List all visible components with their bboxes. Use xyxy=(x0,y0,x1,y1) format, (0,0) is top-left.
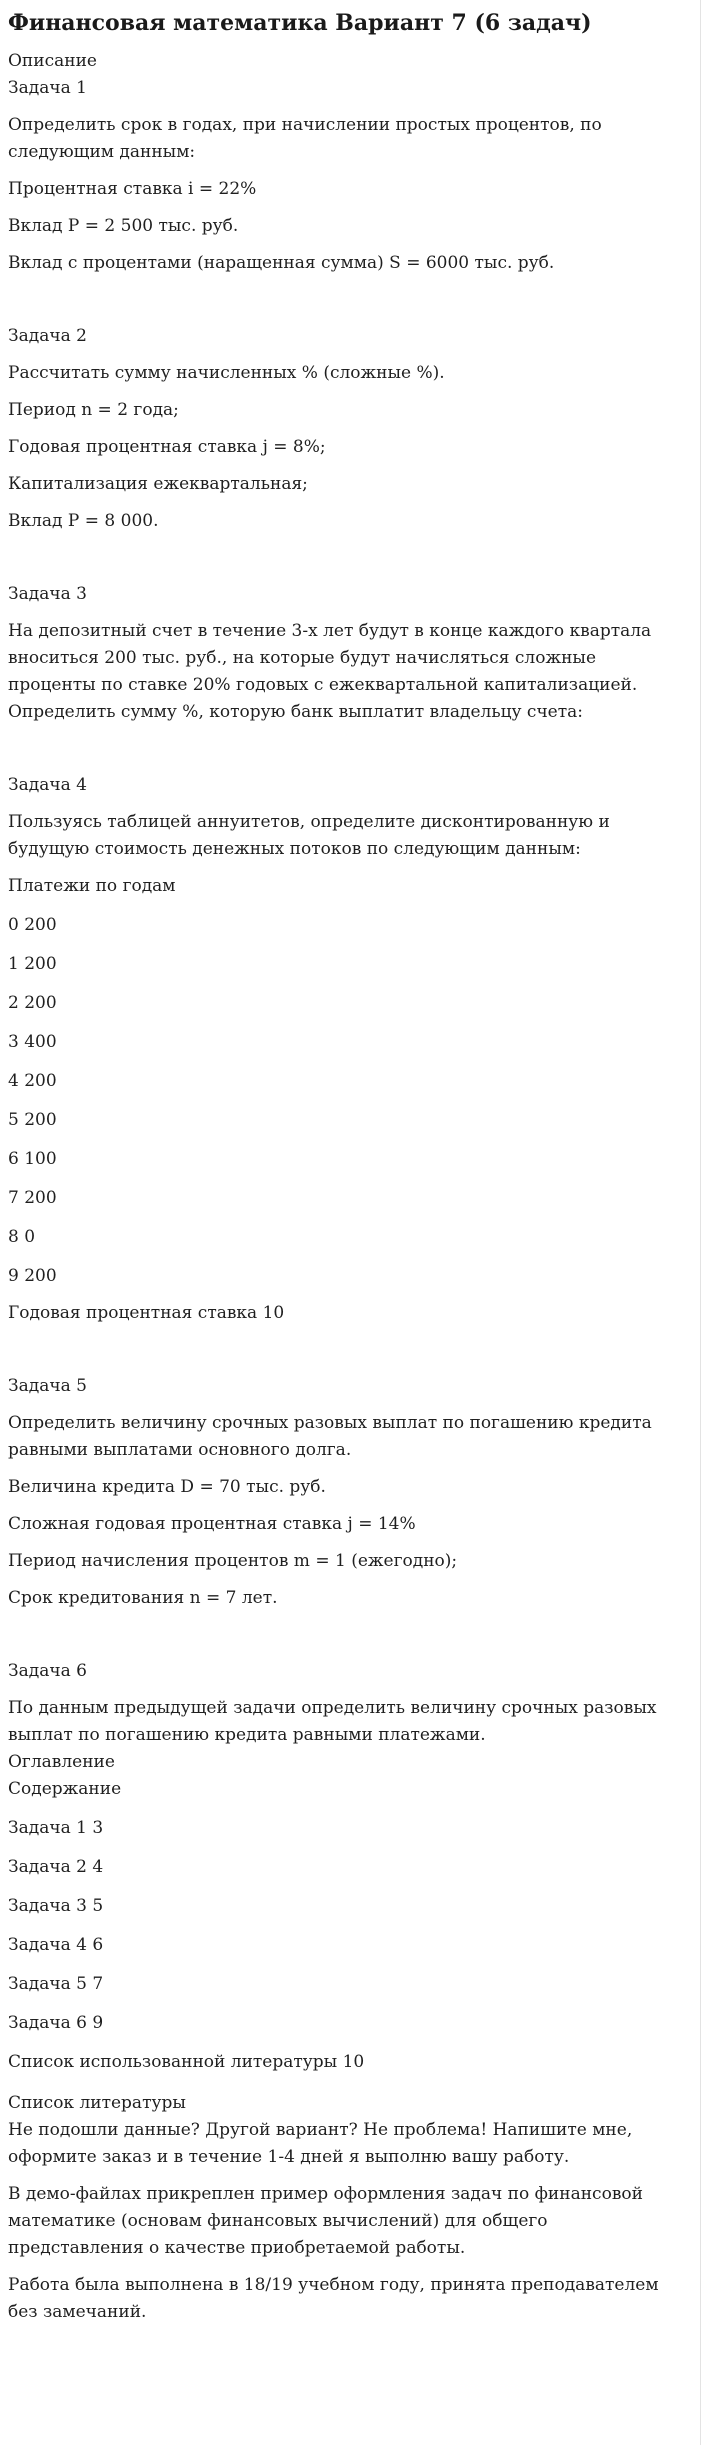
task-4 xyxy=(8,772,688,1327)
task-paragraph: Сложная годовая процентная ставка j = 14% xyxy=(8,1514,416,1534)
table-of-contents xyxy=(8,1749,688,2076)
task-paragraph: Вклад P = 8 000. xyxy=(8,511,159,531)
task-paragraph: Срок кредитования n = 7 лет. xyxy=(8,1588,278,1608)
task-paragraph: Вклад P = 2 500 тыс. руб. xyxy=(8,216,239,236)
task-paragraph: Вклад с процентами (наращенная сумма) S = 6000 тыс. руб. xyxy=(8,253,555,273)
payment-item: 4 200 xyxy=(8,1071,57,1091)
task-paragraph: По данным предыдущей задачи определить величину срочных разовых выплат по погашению кредита равными платежами. xyxy=(8,1698,657,1745)
task-3 xyxy=(8,581,688,726)
task-paragraph: Период начисления процентов m = 1 (ежегодно); xyxy=(8,1551,458,1571)
literature-label: Список литературы xyxy=(8,2093,186,2113)
payment-item: 5 200 xyxy=(8,1110,57,1130)
closing-paragraph: Работа была выполнена в 18/19 учебном году, принята преподавателем без замечаний. xyxy=(8,2275,659,2322)
task-5 xyxy=(8,1373,688,1612)
task-paragraph: Период n = 2 года; xyxy=(8,400,179,420)
task-heading: Задача 2 xyxy=(8,326,87,346)
closing-notes xyxy=(8,2117,688,2326)
toc-item: Задача 2 4 xyxy=(8,1857,104,1877)
payment-item: 9 200 xyxy=(8,1266,57,1286)
task-2 xyxy=(8,323,688,535)
description-label: Описание xyxy=(8,51,97,71)
closing-paragraph: Не подошли данные? Другой вариант? Не проблема! Напишите мне, оформите заказ и в течение 1-4 дней я выполню вашу работу. xyxy=(8,2120,633,2167)
toc-item: Задача 4 6 xyxy=(8,1935,104,1955)
task-heading: Задача 4 xyxy=(8,775,87,795)
task-heading: Задача 1 xyxy=(8,78,87,98)
task-paragraph: Процентная ставка i = 22% xyxy=(8,179,257,199)
task-1 xyxy=(8,75,688,277)
payment-item: 6 100 xyxy=(8,1149,57,1169)
task-heading: Задача 5 xyxy=(8,1376,87,1396)
task-paragraph: Величина кредита D = 70 тыс. руб. xyxy=(8,1477,326,1497)
payment-item: 7 200 xyxy=(8,1188,57,1208)
payment-item: 1 200 xyxy=(8,954,57,974)
task-6 xyxy=(8,1658,688,1749)
payment-item: 0 200 xyxy=(8,915,57,935)
contents-label: Содержание xyxy=(8,1779,122,1799)
toc-item: Задача 3 5 xyxy=(8,1896,104,1916)
task-paragraph: Годовая процентная ставка j = 8%; xyxy=(8,437,326,457)
payment-item: 3 400 xyxy=(8,1032,57,1052)
closing-paragraph: В демо-файлах прикреплен пример оформления задач по финансовой математике (основам финансовых вычислений) для общего представления о качестве приобретаемой работы. xyxy=(8,2184,643,2258)
task-paragraph: Годовая процентная ставка 10 xyxy=(8,1303,285,1323)
task-paragraph: Платежи по годам xyxy=(8,876,176,896)
toc-label: Оглавление xyxy=(8,1752,115,1772)
toc-item: Список использованной литературы 10 xyxy=(8,2052,365,2072)
task-paragraph: На депозитный счет в течение 3-х лет будут в конце каждого квартала вноситься 200 тыс. руб., на которые будут начисляться сложные проценты по ставке 20% годовых с ежеквартальной капитализацией. Определить сумму %, которую банк выплатит владельцу счета: xyxy=(8,621,652,722)
task-paragraph: Капитализация ежеквартальная; xyxy=(8,474,308,494)
toc-item: Задача 6 9 xyxy=(8,2013,104,2033)
task-paragraph: Определить срок в годах, при начислении простых процентов, по следующим данным: xyxy=(8,115,602,162)
payment-item: 8 0 xyxy=(8,1227,36,1247)
page-title: Финансовая математика Вариант 7 (6 задач) xyxy=(8,10,592,36)
task-paragraph: Рассчитать сумму начисленных % (сложные %). xyxy=(8,363,445,383)
task-heading: Задача 3 xyxy=(8,584,87,604)
toc-item: Задача 1 3 xyxy=(8,1818,104,1838)
task-paragraph: Пользуясь таблицей аннуитетов, определите дисконтированную и будущую стоимость денежных потоков по следующим данным: xyxy=(8,812,610,859)
task-heading: Задача 6 xyxy=(8,1661,87,1681)
payment-item: 2 200 xyxy=(8,993,57,1013)
toc-item: Задача 5 7 xyxy=(8,1974,104,1994)
task-paragraph: Определить величину срочных разовых выплат по погашению кредита равными выплатами основного долга. xyxy=(8,1413,652,1460)
